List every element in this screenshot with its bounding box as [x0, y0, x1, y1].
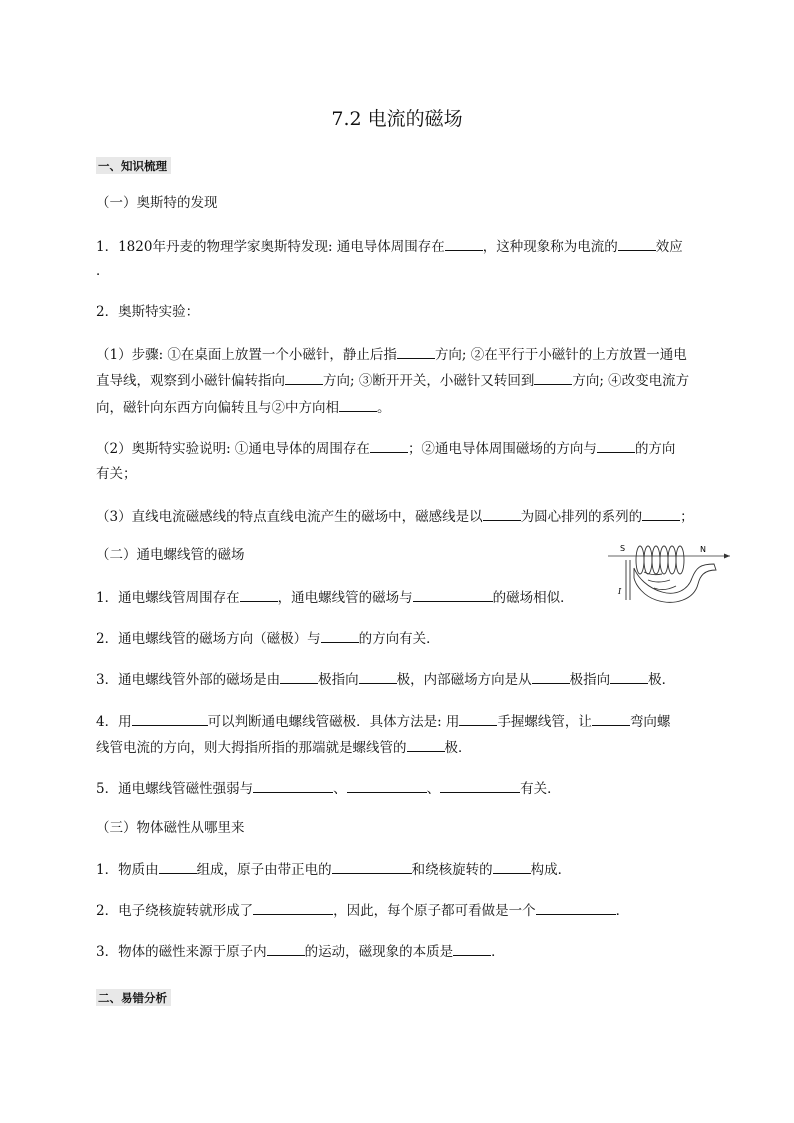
answer-blank[interactable] [240, 587, 278, 602]
answer-blank[interactable] [413, 587, 493, 602]
answer-blank[interactable] [610, 669, 648, 684]
figure-label-s: S [620, 544, 626, 553]
answer-blank[interactable] [267, 941, 305, 956]
answer-blank[interactable] [280, 669, 318, 684]
answer-blank[interactable] [592, 711, 630, 726]
text-line: ． [96, 263, 110, 279]
answer-blank[interactable] [440, 778, 520, 793]
text-line: （2）奥斯特实验说明: ①通电导体的周围存在 ；②通电导体周围磁场的方向与 的方向 [96, 438, 675, 458]
answer-blank[interactable] [370, 438, 408, 453]
text-line: 3．物体的磁性来源于原子内 的运动，磁现象的本质是 ． [96, 941, 505, 961]
text-line: 1．通电螺线管周围存在 ，通电螺线管的磁场与 的磁场相似． [96, 587, 574, 607]
text-line: 2．电子绕核旋转就形成了 ，因此，每个原子都可看做是一个 ． [96, 900, 629, 920]
answer-blank[interactable] [618, 236, 656, 251]
answer-blank[interactable] [493, 859, 531, 874]
answer-blank[interactable] [597, 438, 635, 453]
text-line: 4．用 可以判断通电螺线管磁极．具体方法是: 用 手握螺线管，让 弯向螺 [96, 711, 670, 731]
text-line: 5．通电螺线管磁性强弱与 、 、 有关． [96, 778, 561, 798]
answer-blank[interactable] [347, 778, 427, 793]
text-line: （3）直线电流磁感线的特点直线电流产生的磁场中，磁感线是以 为圆心排列的系列的 ； [96, 506, 694, 526]
answer-blank[interactable] [159, 859, 197, 874]
text-line: （二）通电螺线管的磁场 [96, 547, 245, 563]
answer-blank[interactable] [132, 711, 208, 726]
answer-blank[interactable] [285, 370, 323, 385]
answer-blank[interactable] [397, 344, 435, 359]
figure-label-n: N [700, 545, 706, 554]
text-line: 1．物质由 组成，原子由带正电的 和绕核旋转的 构成． [96, 859, 571, 879]
text-line: （一）奥斯特的发现 [96, 195, 218, 211]
text-line: 有关； [96, 466, 137, 482]
text-line: 向，磁针向东西方向偏转且与②中方向相 。 [96, 397, 391, 417]
answer-blank[interactable] [483, 506, 521, 521]
answer-blank[interactable] [532, 669, 570, 684]
text-line: 2．奥斯特实验： [96, 304, 200, 320]
answer-blank[interactable] [407, 737, 445, 752]
answer-blank[interactable] [359, 669, 397, 684]
answer-blank[interactable] [332, 859, 412, 874]
answer-blank[interactable] [534, 370, 572, 385]
text-line: 2．通电螺线管的磁场方向（磁极）与 的方向有关． [96, 628, 440, 648]
answer-blank[interactable] [453, 941, 491, 956]
figure-label-i: I [618, 587, 622, 596]
page-title: 7.2 电流的磁场 [331, 108, 463, 130]
text-line: 1．1820年丹麦的物理学家奥斯特发现: 通电导体周围存在 ，这种现象称为电流的 效应 [96, 236, 683, 256]
text-line: 3．通电螺线管外部的磁场是由 极指向 极，内部磁场方向是从 极指向 极． [96, 669, 675, 689]
text-line: （三）物体磁性从哪里来 [96, 820, 245, 836]
solenoid-hand-rule-figure [604, 538, 732, 610]
answer-blank[interactable] [321, 628, 359, 643]
text-line: 直导线，观察到小磁针偏转指向 方向; ③断开开关，小磁针又转回到 方向; ④改变电流方 [96, 370, 689, 390]
answer-blank[interactable] [339, 397, 377, 412]
answer-blank[interactable] [253, 900, 333, 915]
section-heading-errors: 二、易错分析 [96, 989, 171, 1006]
answer-blank[interactable] [642, 506, 680, 521]
section-heading-knowledge: 一、知识梳理 [96, 157, 171, 174]
answer-blank[interactable] [536, 900, 616, 915]
answer-blank[interactable] [253, 778, 333, 793]
answer-blank[interactable] [459, 711, 497, 726]
answer-blank[interactable] [445, 236, 483, 251]
text-line: （1）步骤: ①在桌面上放置一个小磁针，静止后指 方向; ②在平行于小磁针的上方放置一通电 [96, 344, 687, 364]
text-line: 线管电流的方向，则大拇指所指的那端就是螺线管的 极． [96, 737, 472, 757]
